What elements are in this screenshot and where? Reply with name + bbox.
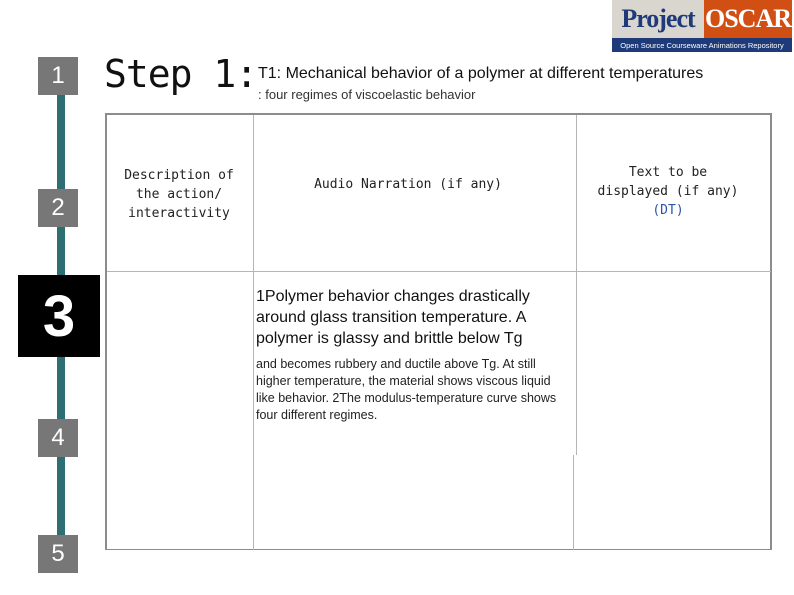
audio-narration-cell: [256, 286, 568, 424]
display-text-header: [592, 163, 744, 220]
description-header: Description of the action/ interactivity: [124, 168, 234, 221]
narration-detail-text: and becomes rubbery and ductile above Tg. At still higher temperature, the material shows viscous liquid like behavior. 2The modulus-temperature curve shows four different regimes.: [256, 357, 557, 422]
logo-project-text: Project: [612, 0, 704, 38]
step-3-marker-active[interactable]: 3: [18, 275, 100, 357]
topic-title: T1: Mechanical behavior of a polymer at different temperatures: [258, 65, 704, 82]
column-divider: [573, 455, 574, 550]
narration-main-text: 1Polymer behavior changes drastically around glass transition temperature. A polymer is glassy and brittle below Tg: [256, 288, 530, 347]
display-text-header-dt: (DT): [652, 203, 684, 218]
step-2-marker[interactable]: 2: [38, 189, 78, 227]
column-divider: [576, 115, 577, 455]
logo-oscar-text: OSCAR: [704, 0, 792, 38]
step-title: Step 1:: [104, 52, 258, 96]
step-1-marker[interactable]: 1: [38, 57, 78, 95]
display-text-header-label: Text to be displayed (if any): [597, 165, 739, 199]
logo-tagline: Open Source Courseware Animations Repository: [620, 40, 784, 50]
step-5-marker[interactable]: 5: [38, 535, 78, 573]
column-divider: [253, 115, 254, 550]
step-4-marker[interactable]: 4: [38, 419, 78, 457]
topic-subtitle: : four regimes of viscoelastic behavior: [258, 87, 476, 102]
header-divider: [107, 271, 771, 272]
audio-narration-header: Audio Narration (if any): [314, 177, 502, 192]
project-oscar-logo: [612, 0, 792, 52]
